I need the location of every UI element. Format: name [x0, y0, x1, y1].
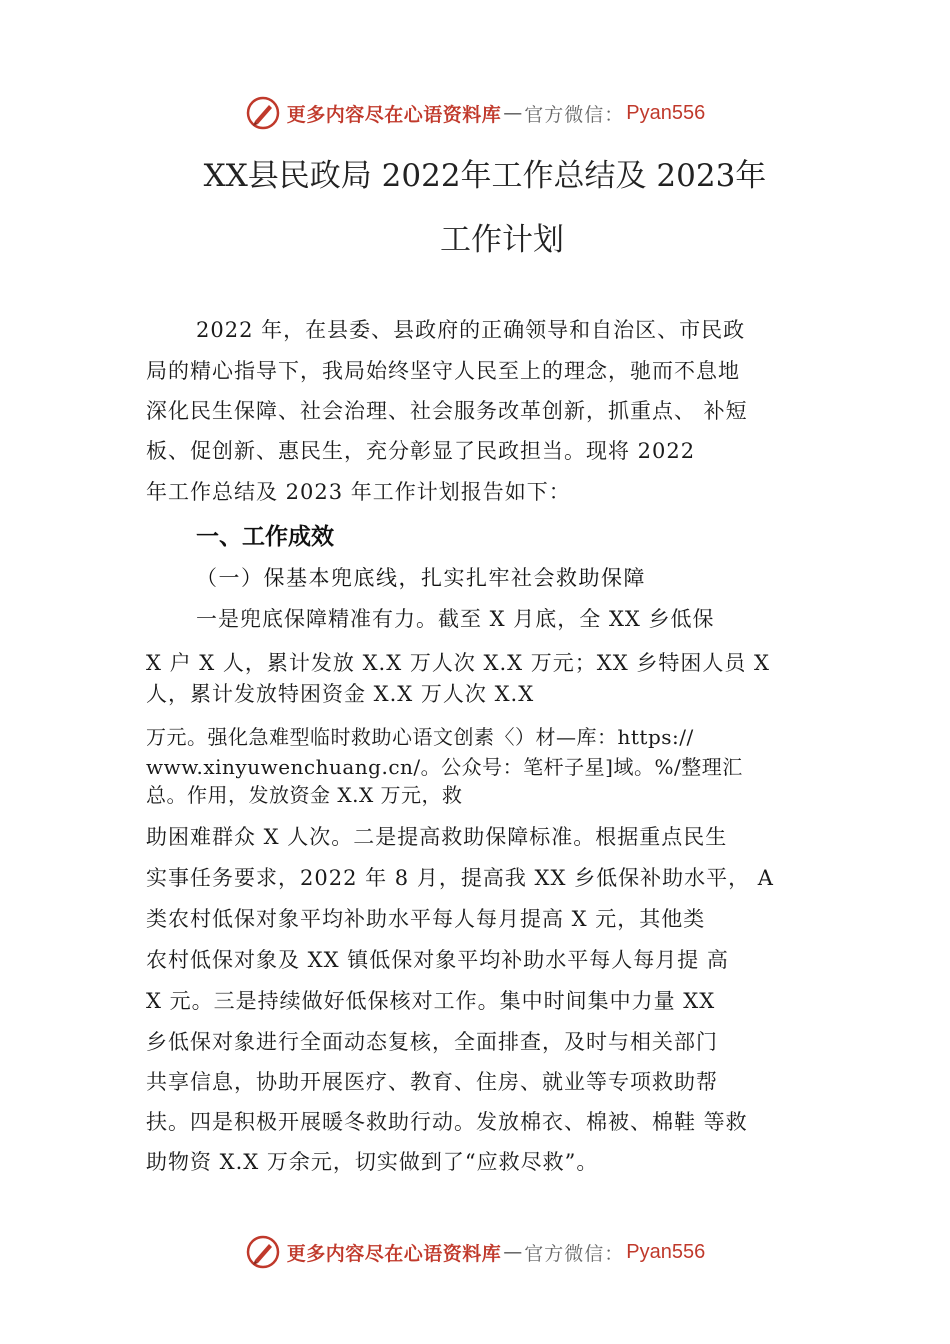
paragraph-line: www.xinyuwenchuang.cn/。公众号：笔杆子星]域。%/整理汇	[146, 755, 743, 779]
wechat-label: 官方微信：	[524, 1242, 625, 1265]
subsection-heading: （一）保基本兜底线，扎实扎牢社会救助保障	[196, 566, 646, 590]
pen-logo-icon	[245, 1234, 281, 1270]
header-banner	[0, 93, 950, 133]
paragraph-line: 人，累计发放特困资金 X.X 万人次 X.X	[146, 682, 535, 706]
section-heading: 一、工作成效	[196, 524, 334, 550]
wechat-id: Pyan556	[626, 1240, 706, 1263]
paragraph-line: 万元。强化急难型临时救助心语文创素〈）材—库：https://	[146, 725, 694, 749]
paragraph-line: 乡低保对象进行全面动态复核，全面排查，及时与相关部门	[146, 1030, 718, 1054]
document-title-line1: XX县民政局 2022年工作总结及 2023年	[203, 158, 767, 194]
paragraph-line: 实事任务要求，2022 年 8 月，提高我 XX 乡低保补助水平， A	[146, 866, 774, 890]
paragraph-line: 扶。四是积极开展暖冬救助行动。发放棉衣、棉被、棉鞋 等救	[146, 1110, 748, 1134]
paragraph-line: 年工作总结及 2023 年工作计划报告如下：	[146, 480, 571, 504]
paragraph-line: 局的精心指导下，我局始终坚守人民至上的理念，驰而不息地	[146, 359, 740, 383]
paragraph-line: X 户 X 人，累计发放 X.X 万人次 X.X 万元；XX 乡特困人员 X	[146, 651, 770, 675]
document-title-line2: 工作计划	[440, 222, 564, 258]
banner-dash: —	[503, 102, 523, 124]
paragraph-line: 一是兜底保障精准有力。截至 X 月底，全 XX 乡低保	[196, 607, 715, 631]
wechat-label: 官方微信：	[524, 103, 625, 126]
footer-banner	[0, 1232, 950, 1272]
brand-text: 更多内容尽在心语资料库	[286, 103, 502, 126]
paragraph-line: 共享信息，协助开展医疗、教育、住房、就业等专项救助帮	[146, 1070, 718, 1094]
paragraph-line: X 元。三是持续做好低保核对工作。集中时间集中力量 XX	[146, 989, 716, 1013]
paragraph-line: 农村低保对象及 XX 镇低保对象平均补助水平每人每月提 高	[146, 948, 729, 972]
paragraph-line: 类农村低保对象平均补助水平每人每月提高 X 元，其他类	[146, 907, 706, 931]
paragraph-line: 助物资 X.X 万余元，切实做到了“应救尽救”。	[146, 1150, 599, 1174]
paragraph-line: 2022 年，在县委、县政府的正确领导和自治区、市民政	[196, 318, 746, 342]
banner-dash: —	[503, 1241, 523, 1263]
pen-logo-icon	[245, 95, 281, 131]
paragraph-line: 助困难群众 X 人次。二是提高救助保障标准。根据重点民生	[146, 825, 728, 849]
paragraph-line: 板、促创新、惠民生，充分彰显了民政担当。现将 2022	[146, 439, 696, 463]
wechat-id: Pyan556	[626, 101, 706, 124]
paragraph-line: 总。作用，发放资金 X.X 万元，救	[146, 783, 463, 807]
brand-text: 更多内容尽在心语资料库	[286, 1242, 502, 1265]
paragraph-line: 深化民生保障、社会治理、社会服务改革创新，抓重点、 补短	[146, 399, 748, 423]
